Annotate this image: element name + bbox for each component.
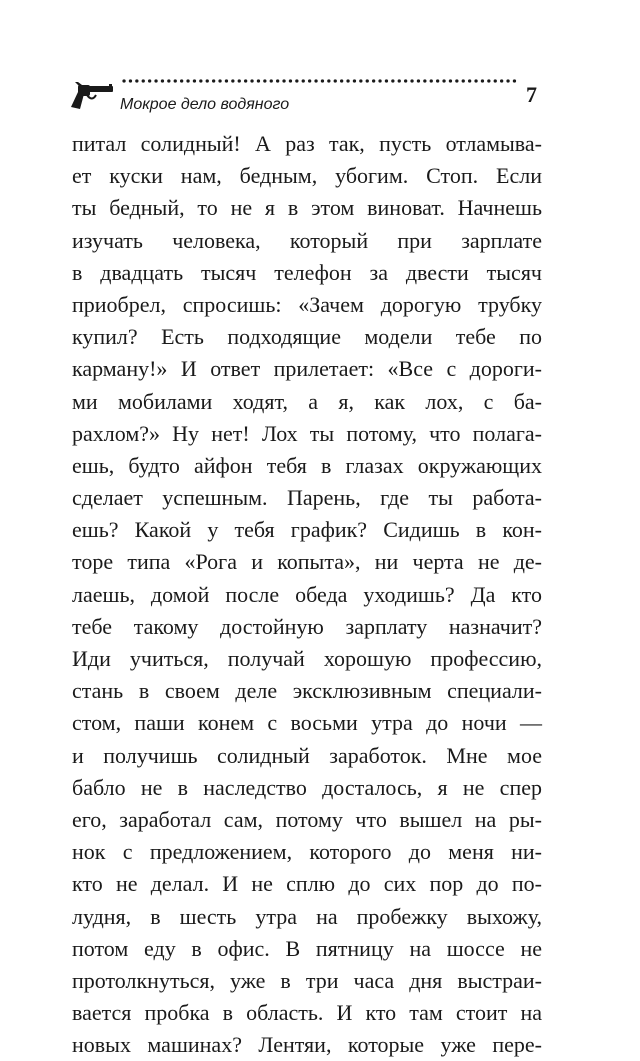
text-line: стань в своем деле эксклюзивным специали- [72,678,542,704]
body-text [72,128,542,1061]
text-line: ет куски нам, бедным, убогим. Стоп. Если [72,163,542,189]
text-line: вается пробка в область. И кто там стоит на [72,1000,542,1026]
text-line: и получишь солидный заработок. Мне мое [72,742,542,768]
text-line: питал солидный! А раз так, пусть отламыва- [72,131,542,156]
text-line: в двадцать тысяч телефон за двести тысяч [72,259,542,285]
text-line: карману!» И ответ прилетает: «Все с дороги- [72,356,542,382]
text-line: ешь? Какой у тебя график? Сидишь в кон- [72,517,542,543]
text-line: протолкнуться, уже в три часа дня выстраи- [72,967,542,993]
revolver-icon [70,82,114,110]
text-line: новых машинах? Лентяи, которые уже пере- [72,1032,542,1058]
text-line: ми мобилами ходят, а я, как лох, с ба- [72,388,542,414]
text-line: кто не делал. И не сплю до сих пор до по- [72,871,542,897]
text-line: его, заработал сам, потому что вышел на ры- [72,806,542,832]
dotted-rule [122,76,520,86]
running-header [70,76,570,126]
text-line: лудня, в шесть утра на пробежку выхожу, [72,903,542,929]
text-line: купил? Есть подходящие модели тебе по [72,324,542,350]
text-line: сделает успешным. Парень, где ты работа- [72,485,542,511]
text-line: Иди учиться, получай хорошую профессию, [72,646,542,671]
text-line: нок с предложением, которого до меня ни- [72,839,542,865]
text-line: лаешь, домой после обеда уходишь? Да кто [72,581,542,607]
text-line: приобрел, спросишь: «Зачем дорогую трубку [72,291,542,317]
text-line: стом, паши конем с восьми утра до ночи — [72,710,542,736]
text-line: ты бедный, то не я в этом виноват. Начнешь [72,195,542,221]
text-line: ешь, будто айфон тебя в глазах окружающих [72,452,542,478]
text-line: тебе такому достойную зарплату назначит? [72,613,542,639]
text-line: торе типа «Рога и копыта», ни черта не де- [72,549,542,575]
page-number: 7 [526,82,537,107]
text-line: рахлом?» Ну нет! Лох ты потому, что полага- [72,420,542,446]
text-line: бабло не в наследство досталось, я не спер [72,774,542,800]
text-line: потом еду в офис. В пятницу на шоссе не [72,935,542,961]
text-line: изучать человека, который при зарплате [72,227,542,253]
book-title: Мокрое дело водяного [120,96,290,113]
